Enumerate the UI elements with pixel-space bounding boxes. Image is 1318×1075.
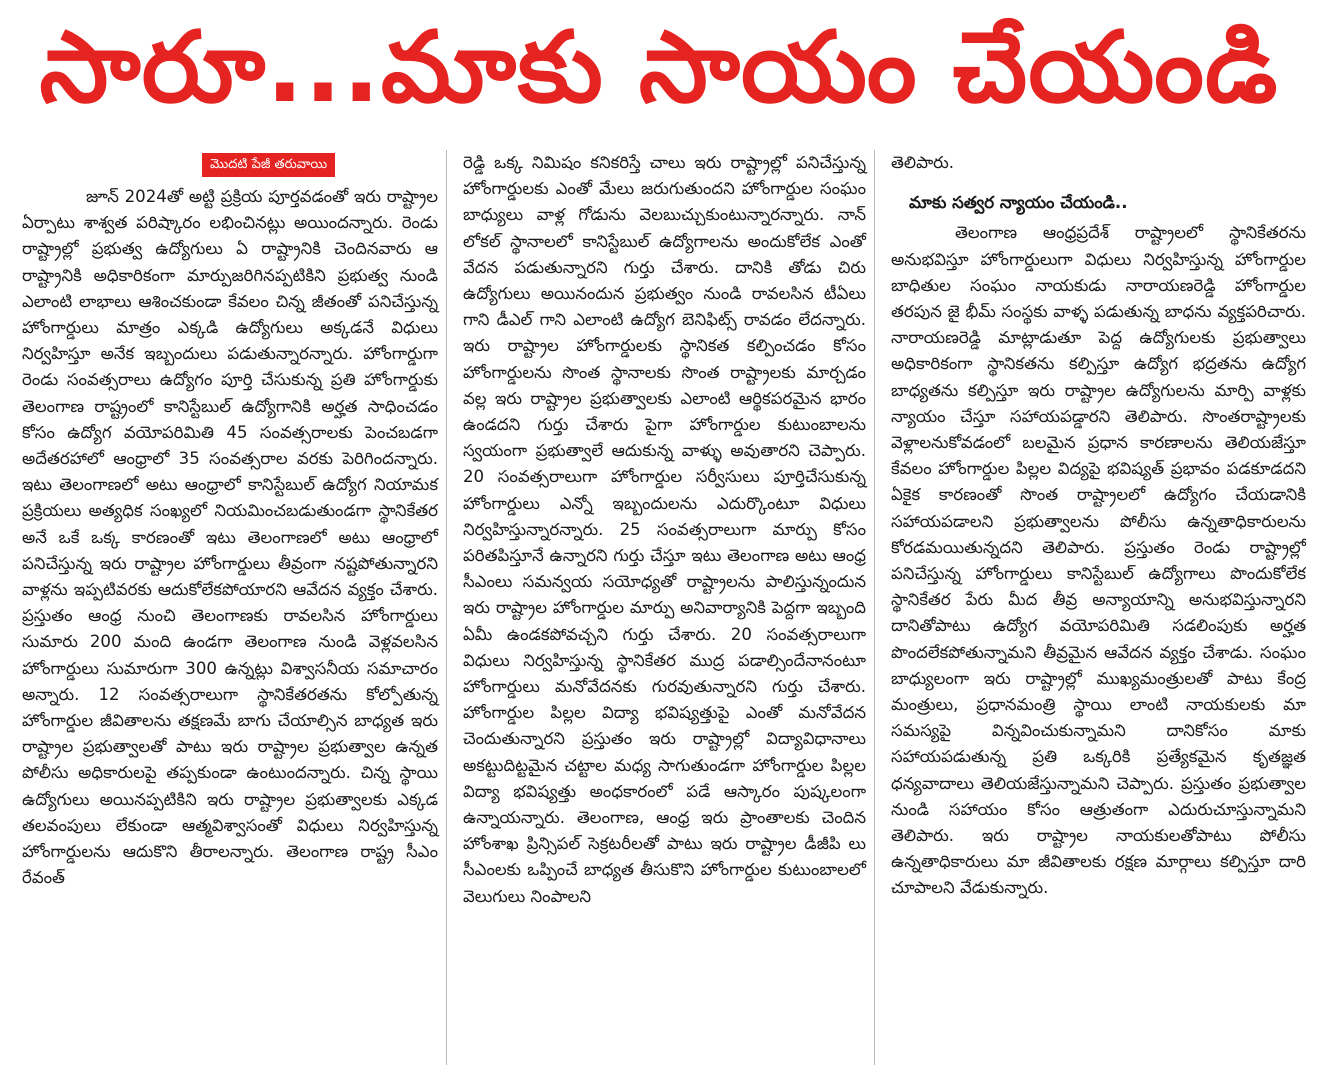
column-1-text: జూన్ 2024తో అట్టి ప్రక్రియ పూర్తవడంతో ఇరు రాష్ట్రాల ఏర్పాటు శాశ్వత పరిష్కారం లభించినట్లు అయిందన్నారు. రెండు రాష్ట్రాల్లో ప్రభుత్వ ఉద్యోగులు ఏ రాష్ట్రానికి చెందినవారు ఆ రాష్ట్రానికి అధికారికంగా మార్పుజరిగినప్పటికిని ప్రభుత్వ నుండి ఎలాంటి లాభాలు ఆశించకుండా కేవలం చిన్న జీతంతో పనిచేస్తున్న హోంగార్డులు మాత్రం ఎక్కడి ఉద్యోగులు అక్కడనే విధులు నిర్వహిస్తూ అనేక ఇబ్బందులు పడుతున్నారన్నారు. హోంగార్డుగా రెండు సంవత్సరాలు ఉద్యోగం పూర్తి చేసుకున్న ప్రతి హోంగార్డుకు తెలంగాణ రాష్ట్రంలో కానిస్టేబుల్ ఉద్యోగానికి అర్హత సాధించడం కోసం ఉద్యోగ వయోపరిమితి 45 సంవత్సరాలకు పెంచబడగా అదేతరహాలో ఆంధ్రాలో 35 సంవత్సరాల వరకు పెరిగిందన్నారు. ఇటు తెలంగాణలో అటు ఆంధ్రాలో కానిస్టేబుల్ ఉద్యోగ నియామక ప్రక్రియలు అత్యధిక సంఖ్యలో నియమించబడుతుండగా స్థానికేతర అనే ఒకే ఒక్క కారణంతో ఇటు తెలంగాణలో అటు ఆంధ్రాలో పనిచేస్తున్న ఇరు రాష్ట్రాల హోంగార్డులు తీవ్రంగా నష్టపోతున్నారని వాళ్లను ఇప్పటివరకు ఆదుకోలేకపోయారని ఆవేదన వ్యక్తం చేశారు. ప్రస్తుతం ఆంధ్ర నుంచి తెలంగాణకు రావలసిన హోంగార్డులు సుమారు 200 మంది ఉండగా తెలంగాణ నుండి వెళ్లవలసిన హోంగార్డులు సుమారుగా 300 ఉన్నట్లు విశ్వాసనీయ సమాచారం అన్నారు. 12 సంవత్సరాలుగా స్థానికేతరతను కోల్పోతున్న హోంగార్డుల జీవితాలను తక్షణమే బాగు చేయాల్సిన బాధ్యత ఇరు రాష్ట్రాల ప్రభుత్వాలతో పాటు ఇరు రాష్ట్రాల ప్రభుత్వాల ఉన్నత పోలీసు అధికారులపై తప్పకుండా ఉంటుందన్నారు. చిన్న స్థాయి ఉద్యోగులు అయినప్పటికిని ఇరు రాష్ట్రాల ప్రభుత్వాలకు ఎక్కడ తలవంపులు లేకుండా ఆత్మవిశ్వాసంతో విధులు నిర్వహిస్తున్న హోంగార్డులను ఆదుకొని తీరాలన్నారు. తెలంగాణ రాష్ట్ర సీఎం రేవంత్ (22, 187, 438, 888)
headline: సారూ...మాకు సాయం చేయండి (39, 11, 1279, 125)
subheading: మాకు సత్వర న్యాయం చేయండి.. (909, 193, 1128, 213)
column-1 (22, 150, 446, 1065)
kicker-container (22, 150, 438, 176)
column-3-lead: తెలిపారు. (891, 153, 955, 172)
column-2-text: రెడ్డి ఒక్క నిమిషం కనికరిస్తే చాలు ఇరు రాష్ట్రాల్లో పనిచేస్తున్న హోంగార్డులకు ఎంతో మేలు జరుగుతుందని హోంగార్డుల సంఘం బాధ్యులు వాళ్ల గోడును వెలబుచ్చుకుంటున్నారన్నారు. నాన్ లోకల్ స్థానాలలో కానిస్టేబుల్ ఉద్యోగాలను అందుకోలేక ఎంతో వేదన పడుతున్నారని గుర్తు చేశారు. దానికి తోడు చిరు ఉద్యోగులు అయినందున ప్రభుత్వం నుండి రావలసిన టీఏలు గాని డీఎల్ గాని ఎలాంటి ఉద్యోగ బెనిఫిట్స్ రావడం లేదన్నారు. ఇరు రాష్ట్రాల హోంగార్డులకు స్థానికత కల్పించడం కోసం హోంగార్డులను సొంత స్థానాలకు సొంత రాష్ట్రాలకు మార్చడం వల్ల ఇరు రాష్ట్రాల ప్రభుత్వాలకు ఎలాంటి ఆర్థికపరమైన భారం ఉండదని గుర్తు చేశారు పైగా హోంగార్డుల కుటుంబాలను స్వయంగా ప్రభుత్వాలే ఆదుకున్న వాళ్ళు అవుతారని చెప్పారు. 20 సంవత్సరాలుగా హోంగార్డుల సర్వీసులు పూర్తిచేసుకున్న హోంగార్డులు ఎన్నో ఇబ్బందులను ఎదుర్కొంటూ విధులు నిర్వహిస్తున్నారన్నారు. 25 సంవత్సరాలుగా మార్పు కోసం పరితపిస్తూనే ఉన్నారని గుర్తు చేస్తూ ఇటు తెలంగాణ అటు ఆంధ్ర సీఎంలు సమన్వయ సయోధ్యతో రాష్ట్రాలను పాలిస్తున్నందున ఇరు రాష్ట్రాల హోంగార్డుల మార్పు అనివార్యానికి పెద్దగా ఇబ్బంది ఏమీ ఉండకపోవచ్చని గుర్తు చేశారు. 20 సంవత్సరాలుగా విధులు నిర్వహిస్తున్న స్థానికేతర ముద్ర పడాల్సిందేనానంటూ హోంగార్డులు మనోవేదనకు గురవుతున్నారని గుర్తు చేశారు. హోంగార్డుల పిల్లల విద్యా భవిష్యత్తుపై ఎంతో మనోవేదన చెందుతున్నారని ప్రస్తుతం ఇరు రాష్ట్రాల్లో విద్యావిధానాలు అకట్టుదిట్టమైన చట్టాల మధ్య సాగుతుండగా హోంగార్డుల పిల్లల విద్యా భవిష్యత్తు అంధకారంలో పడే ఆస్కారం పుష్కలంగా ఉన్నాయన్నారు. తెలంగాణ, ఆంధ్ర ఇరు ప్రాంతాలకు చెందిన హోంశాఖ ప్రిన్సిపల్ సెక్రటరీలతో పాటు ఇరు రాష్ట్రాల డీజీపి లు సీఎంలకు ఒప్పించే బాధ్యత తీసుకొని హోంగార్డుల కుటుంబాలలో వెలుగులు నింపాలని (463, 153, 866, 906)
column-2 (446, 150, 874, 1065)
article-body (22, 150, 1306, 1065)
continued-label: మొదటి పేజీ తరువాయి (202, 153, 335, 177)
column-3-text: తెలంగాణ ఆంధ్రప్రదేశ్ రాష్ట్రాలలో స్థానికేతరను అనుభవిస్తూ హోంగార్డులుగా విధులు నిర్వహిస్తున్న హోంగార్డుల బాధితుల సంఘం నాయకుడు నారాయణరెడ్డి హోంగార్డుల తరపున జై భీమ్ సంస్థకు వాళ్ళ పడుతున్న బాధను వ్యక్తపరిచారు. నారాయణరెడ్డి మాట్లాడుతూ పెద్ద ఉద్యోగులకు ప్రభుత్వాలు అధికారికంగా స్థానికతను కల్పిస్తూ ఉద్యోగ భద్రతను ఉద్యోగ బాధ్యతను కల్పిస్తూ ఇరు రాష్ట్రాల ఉద్యోగులను మార్పి వాళ్లకు న్యాయం చేస్తూ సహాయపడ్డారని తెలిపారు. సొంతరాష్ట్రాలకు వెళ్లాలనుకోవడంలో బలమైన ప్రధాన కారణాలను తెలియజేస్తూ కేవలం హోంగార్డుల పిల్లల విద్యపై భవిష్యత్ ప్రభావం పడకూడదని ఏకైక కారణంతో సొంత రాష్ట్రాలలో ఉద్యోగం చేయడానికి సహాయపడాలని ప్రభుత్వాలను పోలీసు ఉన్నతాధికారులను కోరడమయితున్నదని తెలిపారు. ప్రస్తుతం రెండు రాష్ట్రాల్లో పనిచేస్తున్న హోంగార్డులు కానిస్టేబుల్ ఉద్యోగాలు పొందుకోలేక స్థానికేతర పేరు మీద తీవ్ర అన్యాయాన్ని అనుభవిస్తున్నారని దానితోపాటు ఉద్యోగ వయోపరిమితి సడలింపుకు అర్హత పొందలేకపోతున్నామని తీవ్రమైన ఆవేదన వ్యక్తం చేశాడు. సంఘం బాధ్యులంగా ఇరు రాష్ట్రాల్లో ముఖ్యమంత్రులతో పాటు కేంద్ర మంత్రులు, ప్రధానమంత్రి స్థాయి లాంటి నాయకులకు మా సమస్యపై విన్నవించుకున్నామని దానికోసం మాకు సహాయపడుతున్న ప్రతి ఒక్కరికి ప్రత్యేకమైన కృతజ్ఞత ధన్యవాదాలు తెలియజేస్తున్నామని చెప్పారు. ప్రస్తుతం ప్రభుత్వాల నుండి సహాయం కోసం ఆత్రుతంగా ఎదురుచూస్తున్నామని తెలిపారు. ఇరు రాష్ట్రాల నాయకులతోపాటు పోలీసు ఉన్నతాధికారులు మా జీవితాలకు రక్షణ మార్గాలు కల్పిస్తూ దారి చూపాలని వేడుకున్నారు. (891, 223, 1306, 898)
column-3 (874, 150, 1306, 1065)
